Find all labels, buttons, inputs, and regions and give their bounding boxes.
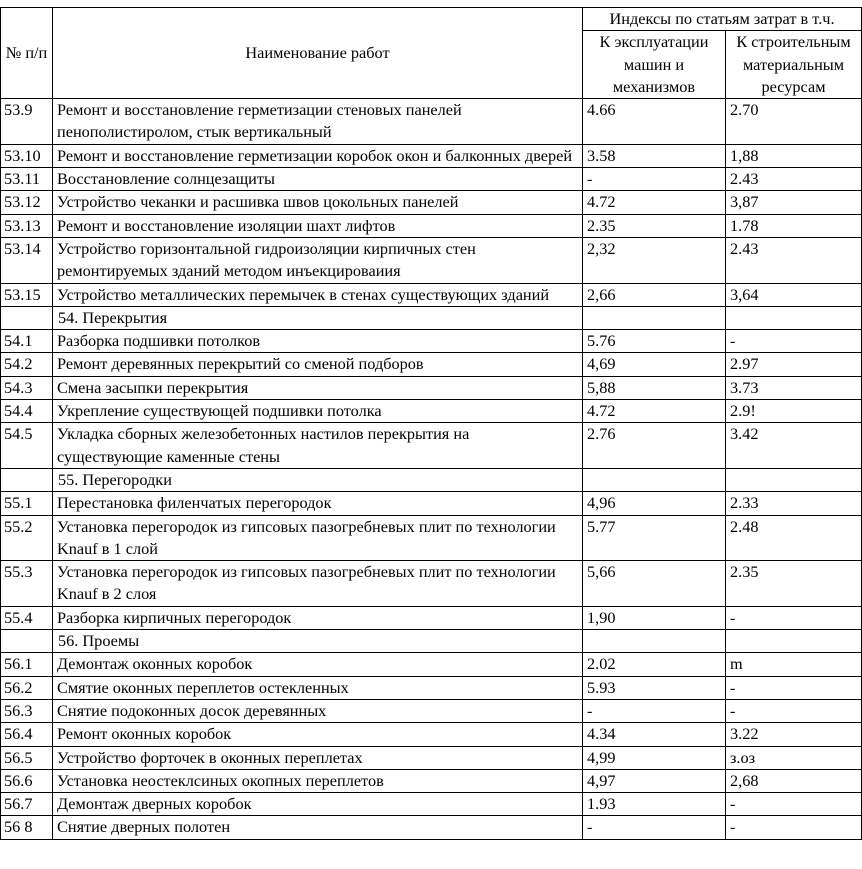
- row-machines-index: 2,66: [583, 283, 726, 306]
- row-materials-index: [726, 468, 862, 491]
- row-work-name: Ремонт и восстановление герметизации коробок окон и балконных дверей: [53, 144, 583, 167]
- row-machines-index: 4.72: [583, 400, 726, 423]
- row-number: 56 8: [1, 816, 53, 839]
- table-row: [1, 793, 862, 816]
- row-work-name: Укрепление существующей подшивки потолка: [53, 400, 583, 423]
- row-machines-index: 4,99: [583, 746, 726, 769]
- row-number: 56.7: [1, 793, 53, 816]
- row-machines-index: [583, 630, 726, 653]
- row-work-name: 54. Перекрытия: [53, 306, 583, 329]
- row-work-name: Демонтаж оконных коробок: [53, 653, 583, 676]
- row-work-name: Установка перегородок из гипсовых пазогребневых плит по технологии Knauf в 2 слоя: [53, 561, 583, 607]
- header-indices: Индексы по статьям затрат в т.ч.: [583, 8, 862, 31]
- row-machines-index: 4,96: [583, 492, 726, 515]
- row-materials-index: 3.22: [726, 723, 862, 746]
- row-number: 54.1: [1, 330, 53, 353]
- row-machines-index: 1.93: [583, 793, 726, 816]
- row-machines-index: 4.34: [583, 723, 726, 746]
- section-row: [1, 306, 862, 329]
- row-machines-index: 2,32: [583, 237, 726, 283]
- row-number: 55.4: [1, 606, 53, 629]
- row-machines-index: [583, 468, 726, 491]
- row-work-name: Укладка сборных железобетонных настилов перекрытия на существующие каменные стены: [53, 423, 583, 469]
- row-machines-index: 3.58: [583, 144, 726, 167]
- row-work-name: Разборка кирпичных перегородок: [53, 606, 583, 629]
- row-work-name: Устройство металлических перемычек в стенах существующих зданий: [53, 283, 583, 306]
- row-number: 54.4: [1, 400, 53, 423]
- row-number: 55.3: [1, 561, 53, 607]
- table-row: [1, 376, 862, 399]
- row-machines-index: -: [583, 816, 726, 839]
- row-number: 56.6: [1, 769, 53, 792]
- table-row: [1, 168, 862, 191]
- row-materials-index: -: [726, 606, 862, 629]
- row-materials-index: [726, 306, 862, 329]
- row-materials-index: 3.73: [726, 376, 862, 399]
- row-number: 54.5: [1, 423, 53, 469]
- header-number: № п/п: [1, 8, 53, 99]
- table-row: [1, 400, 862, 423]
- row-materials-index: 2.97: [726, 353, 862, 376]
- row-number: 56.2: [1, 676, 53, 699]
- row-work-name: Устройство чеканки и расшивка швов цокольных панелей: [53, 191, 583, 214]
- row-machines-index: 5.77: [583, 515, 726, 561]
- table-row: [1, 283, 862, 306]
- row-machines-index: 1,90: [583, 606, 726, 629]
- row-machines-index: 2.02: [583, 653, 726, 676]
- table-body: [1, 99, 862, 840]
- row-work-name: Перестановка филенчатых перегородок: [53, 492, 583, 515]
- table-row: [1, 330, 862, 353]
- row-materials-index: 2.43: [726, 168, 862, 191]
- row-work-name: Ремонт оконных коробок: [53, 723, 583, 746]
- row-number: 53.14: [1, 237, 53, 283]
- row-work-name: Ремонт деревянных перекрытий со сменой подборов: [53, 353, 583, 376]
- row-machines-index: 4.72: [583, 191, 726, 214]
- row-work-name: 56. Проемы: [53, 630, 583, 653]
- table-row: [1, 214, 862, 237]
- section-row: [1, 630, 862, 653]
- row-machines-index: 4,97: [583, 769, 726, 792]
- row-work-name: Ремонт и восстановление изоляции шахт лифтов: [53, 214, 583, 237]
- table-row: [1, 699, 862, 722]
- row-machines-index: 5.76: [583, 330, 726, 353]
- row-work-name: Снятие дверных полотен: [53, 816, 583, 839]
- row-number: 53.13: [1, 214, 53, 237]
- table-row: [1, 423, 862, 469]
- row-materials-index: з.оз: [726, 746, 862, 769]
- table-row: [1, 723, 862, 746]
- row-work-name: Смятие оконных переплетов остекленных: [53, 676, 583, 699]
- table-row: [1, 676, 862, 699]
- table-row: [1, 99, 862, 145]
- row-number: 54.3: [1, 376, 53, 399]
- row-number: 53.15: [1, 283, 53, 306]
- table-row: [1, 769, 862, 792]
- row-work-name: Ремонт и восстановление герметизации стеновых панелей пенополистиролом, стык вертикальный: [53, 99, 583, 145]
- table-row: [1, 653, 862, 676]
- row-materials-index: 2.43: [726, 237, 862, 283]
- row-machines-index: 2.35: [583, 214, 726, 237]
- row-materials-index: 2.35: [726, 561, 862, 607]
- row-number: 56.4: [1, 723, 53, 746]
- row-work-name: Установка перегородок из гипсовых пазогребневых плит по технологии Knauf в 1 слой: [53, 515, 583, 561]
- table-row: [1, 492, 862, 515]
- row-materials-index: -: [726, 330, 862, 353]
- header-materials: К строительным материальным ресурсам: [726, 31, 862, 99]
- row-number: [1, 306, 53, 329]
- row-work-name: Разборка подшивки потолков: [53, 330, 583, 353]
- row-work-name: Установка неостеклсиных окопных переплетов: [53, 769, 583, 792]
- table-row: [1, 606, 862, 629]
- row-number: 53.10: [1, 144, 53, 167]
- row-number: 53.12: [1, 191, 53, 214]
- row-machines-index: [583, 306, 726, 329]
- row-materials-index: -: [726, 816, 862, 839]
- row-number: 53.11: [1, 168, 53, 191]
- row-work-name: Устройство горизонтальной гидроизоляции кирпичных стен ремонтируемых зданий методом инъекцироваиия: [53, 237, 583, 283]
- row-materials-index: -: [726, 676, 862, 699]
- row-materials-index: 2,68: [726, 769, 862, 792]
- table-row: [1, 353, 862, 376]
- row-machines-index: 4,69: [583, 353, 726, 376]
- row-machines-index: 4.66: [583, 99, 726, 145]
- row-machines-index: 5,66: [583, 561, 726, 607]
- row-number: 55.1: [1, 492, 53, 515]
- row-materials-index: -: [726, 793, 862, 816]
- row-materials-index: 3.42: [726, 423, 862, 469]
- table-row: [1, 237, 862, 283]
- row-number: 56.5: [1, 746, 53, 769]
- row-number: [1, 468, 53, 491]
- row-work-name: Смена засыпки перекрытия: [53, 376, 583, 399]
- table-row: [1, 561, 862, 607]
- row-materials-index: [726, 630, 862, 653]
- row-work-name: 55. Перегородки: [53, 468, 583, 491]
- table-row: [1, 816, 862, 839]
- row-work-name: Снятие подоконных досок деревянных: [53, 699, 583, 722]
- row-work-name: Демонтаж дверных коробок: [53, 793, 583, 816]
- row-materials-index: 2.9!: [726, 400, 862, 423]
- table-row: [1, 515, 862, 561]
- row-materials-index: 2.33: [726, 492, 862, 515]
- table-row: [1, 191, 862, 214]
- row-materials-index: m: [726, 653, 862, 676]
- section-row: [1, 468, 862, 491]
- row-machines-index: -: [583, 699, 726, 722]
- row-number: 54.2: [1, 353, 53, 376]
- row-materials-index: 2.70: [726, 99, 862, 145]
- row-materials-index: 2.48: [726, 515, 862, 561]
- row-number: 55.2: [1, 515, 53, 561]
- works-index-table: [0, 7, 862, 840]
- row-materials-index: 3,64: [726, 283, 862, 306]
- table-row: [1, 144, 862, 167]
- row-materials-index: -: [726, 699, 862, 722]
- table-row: [1, 746, 862, 769]
- row-materials-index: 1.78: [726, 214, 862, 237]
- row-machines-index: 5,88: [583, 376, 726, 399]
- row-machines-index: 5.93: [583, 676, 726, 699]
- row-machines-index: 2.76: [583, 423, 726, 469]
- header-work-name: Наименование работ: [53, 8, 583, 99]
- row-materials-index: 3,87: [726, 191, 862, 214]
- row-number: [1, 630, 53, 653]
- row-machines-index: -: [583, 168, 726, 191]
- row-number: 56.1: [1, 653, 53, 676]
- row-number: 53.9: [1, 99, 53, 145]
- row-number: 56.3: [1, 699, 53, 722]
- header-machines: К эксплуатации машин и механизмов: [583, 31, 726, 99]
- header-row-top: [1, 8, 862, 31]
- row-work-name: Устройство форточек в оконных переплетах: [53, 746, 583, 769]
- row-work-name: Восстановление солнцезащиты: [53, 168, 583, 191]
- row-materials-index: 1,88: [726, 144, 862, 167]
